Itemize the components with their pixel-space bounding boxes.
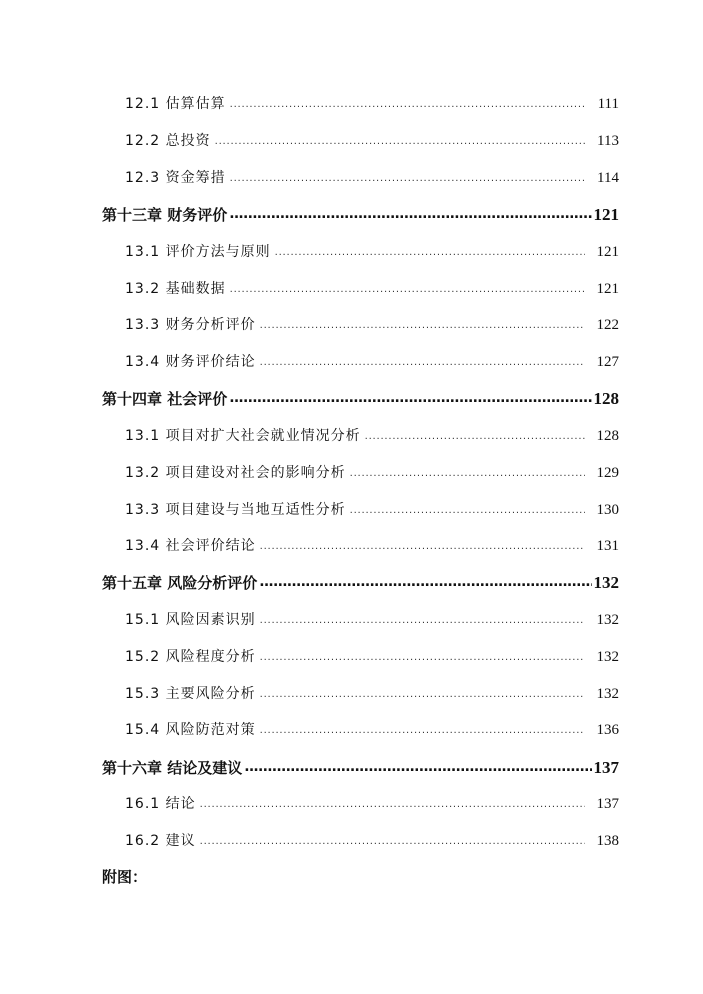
toc-page-number: 128 (596, 428, 619, 444)
toc-page-number: 132 (596, 612, 619, 628)
toc-entry-14-4[interactable] (125, 535, 619, 555)
toc-entry-label: 13.2 项目建设对社会的影响分析 (125, 465, 346, 481)
toc-entry-label: 12.2 总投资 (125, 133, 211, 149)
toc-page-number: 131 (596, 538, 619, 554)
dot-leader (259, 574, 591, 590)
toc-chapter-15[interactable] (102, 571, 619, 593)
dot-leader (230, 173, 585, 184)
toc-page-number: 137 (593, 758, 619, 777)
toc-chapter-label: 第十六章 结论及建议 (102, 759, 243, 777)
toc-entry-16-2[interactable] (125, 830, 619, 850)
toc-entry-14-3[interactable] (125, 499, 619, 519)
toc-entry-label: 13.4 财务评价结论 (125, 354, 256, 370)
toc-chapter-label: 第十三章 财务评价 (102, 206, 228, 224)
dot-leader (200, 836, 585, 847)
toc-entry-13-3[interactable] (125, 314, 619, 334)
toc-entry-label: 16.1 结论 (125, 796, 196, 812)
toc-chapter-13[interactable] (102, 203, 619, 225)
dot-leader (200, 799, 585, 810)
dot-leader (244, 759, 591, 775)
toc-chapter-label: 第十四章 社会评价 (102, 390, 228, 408)
dot-leader (230, 284, 585, 295)
toc-entry-12-3[interactable] (125, 167, 619, 187)
toc-entry-label: 15.4 风险防范对策 (125, 722, 256, 738)
toc-entry-label: 15.2 风险程度分析 (125, 649, 256, 665)
dot-leader (260, 689, 585, 700)
toc-page-number: 111 (597, 96, 619, 112)
dot-leader (229, 390, 591, 406)
toc-page-number: 121 (596, 244, 619, 260)
toc-page-number: 132 (596, 649, 619, 665)
toc-chapter-label: 第十五章 风险分析评价 (102, 574, 258, 592)
toc-entry-label: 16.2 建议 (125, 833, 196, 849)
toc-page-number: 138 (596, 833, 619, 849)
dot-leader (365, 431, 585, 442)
toc-entry-12-2[interactable] (125, 130, 619, 150)
toc-page-number: 130 (596, 502, 619, 518)
toc-page-number: 132 (596, 686, 619, 702)
toc-page-number: 113 (597, 133, 619, 149)
toc-page-number: 127 (596, 354, 619, 370)
toc-entry-label: 13.3 财务分析评价 (125, 317, 256, 333)
toc-chapter-14[interactable] (102, 387, 619, 409)
dot-leader (260, 615, 585, 626)
toc-page-number: 128 (593, 389, 619, 408)
appendix-heading: 附图： (102, 868, 148, 886)
toc-entry-label: 13.4 社会评价结论 (125, 538, 256, 554)
toc-entry-15-1[interactable] (125, 609, 619, 629)
dot-leader (260, 652, 585, 663)
toc-page-number: 114 (597, 170, 619, 186)
toc-entry-label: 12.1 估算估算 (125, 96, 226, 112)
toc-entry-13-2[interactable] (125, 278, 619, 298)
toc-entry-label: 12.3 资金筹措 (125, 170, 226, 186)
toc-entry-15-4[interactable] (125, 719, 619, 739)
toc-page-number: 121 (593, 205, 619, 224)
toc-entry-15-3[interactable] (125, 683, 619, 703)
toc-page-number: 121 (596, 281, 619, 297)
toc-entry-label: 13.1 项目对扩大社会就业情况分析 (125, 428, 361, 444)
toc-entry-13-1[interactable] (125, 241, 619, 261)
toc-page-number: 129 (596, 465, 619, 481)
dot-leader (229, 206, 591, 222)
toc-entry-14-2[interactable] (125, 462, 619, 482)
dot-leader (350, 505, 585, 516)
toc-entry-label: 13.3 项目建设与当地互适性分析 (125, 502, 346, 518)
toc-page-number: 122 (596, 317, 619, 333)
toc-chapter-16[interactable] (102, 756, 619, 778)
toc-entry-16-1[interactable] (125, 793, 619, 813)
toc-entry-13-4[interactable] (125, 351, 619, 371)
toc-page-number: 132 (593, 573, 619, 592)
dot-leader (215, 136, 585, 147)
dot-leader (260, 357, 585, 368)
toc-page-number: 136 (596, 722, 619, 738)
toc-entry-14-1[interactable] (125, 425, 619, 445)
toc-entry-label: 15.1 风险因素识别 (125, 612, 256, 628)
toc-entry-label: 13.2 基础数据 (125, 281, 226, 297)
dot-leader (260, 725, 585, 736)
dot-leader (260, 320, 585, 331)
dot-leader (275, 247, 585, 258)
dot-leader (350, 468, 585, 479)
toc-entry-label: 15.3 主要风险分析 (125, 686, 256, 702)
toc-entry-15-2[interactable] (125, 646, 619, 666)
dot-leader (230, 99, 585, 110)
toc-page-number: 137 (596, 796, 619, 812)
toc-entry-12-1[interactable] (125, 93, 619, 113)
dot-leader (260, 541, 585, 552)
toc-entry-label: 13.1 评价方法与原则 (125, 244, 271, 260)
